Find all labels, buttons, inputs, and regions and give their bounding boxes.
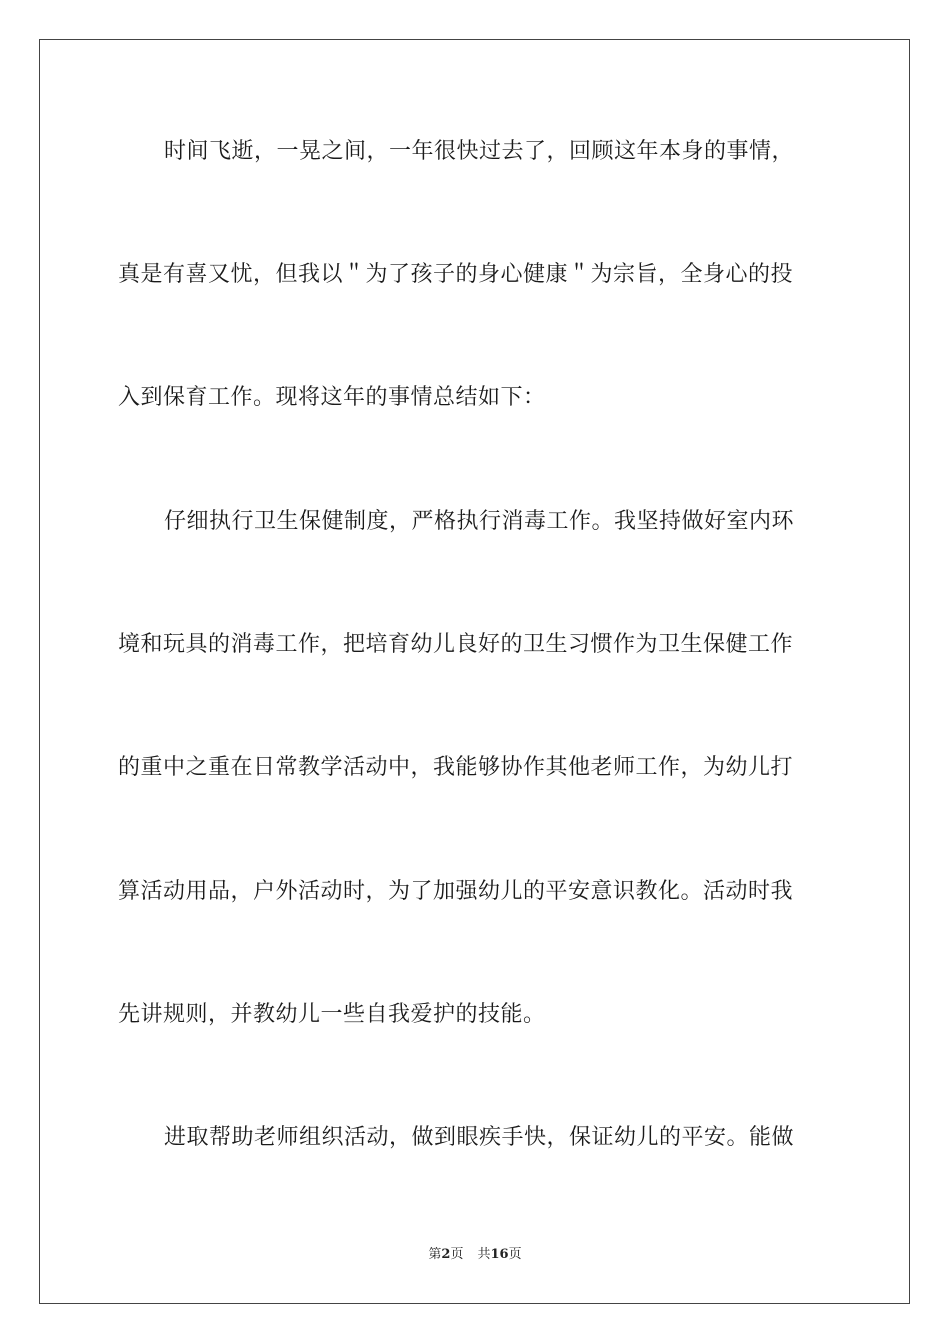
page-current: 2	[441, 1247, 451, 1262]
paragraph-1-line-2: 真是有喜又忧，但我以＂为了孩子的身心健康＂为宗旨，全身心的投	[118, 262, 794, 287]
page-border	[39, 39, 910, 1304]
page-total: 16	[490, 1247, 509, 1262]
page-prefix: 第	[428, 1247, 442, 1262]
paragraph-1-line-3: 入到保育工作。现将这年的事情总结如下：	[118, 385, 546, 410]
paragraph-3-line-1: 进取帮助老师组织活动，做到眼疾手快，保证幼儿的平安。能做	[164, 1125, 795, 1150]
paragraph-1-line-1: 时间飞逝，一晃之间，一年很快过去了，回顾这年本身的事情，	[164, 139, 795, 164]
paragraph-2-line-4: 算活动用品，户外活动时，为了加强幼儿的平安意识教化。活动时我	[118, 879, 794, 904]
paragraph-2-line-5: 先讲规则，并教幼儿一些自我爱护的技能。	[118, 1002, 546, 1027]
paragraph-2-line-3: 的重中之重在日常教学活动中，我能够协作其他老师工作，为幼儿打	[118, 755, 794, 780]
page-footer	[0, 1245, 950, 1265]
page-suffix: 页	[450, 1247, 464, 1262]
total-prefix: 共	[477, 1247, 491, 1262]
total-suffix: 页	[508, 1247, 522, 1262]
paragraph-2-line-2: 境和玩具的消毒工作，把培育幼儿良好的卫生习惯作为卫生保健工作	[118, 632, 794, 657]
paragraph-2-line-1: 仔细执行卫生保健制度，严格执行消毒工作。我坚持做好室内环	[164, 509, 795, 534]
